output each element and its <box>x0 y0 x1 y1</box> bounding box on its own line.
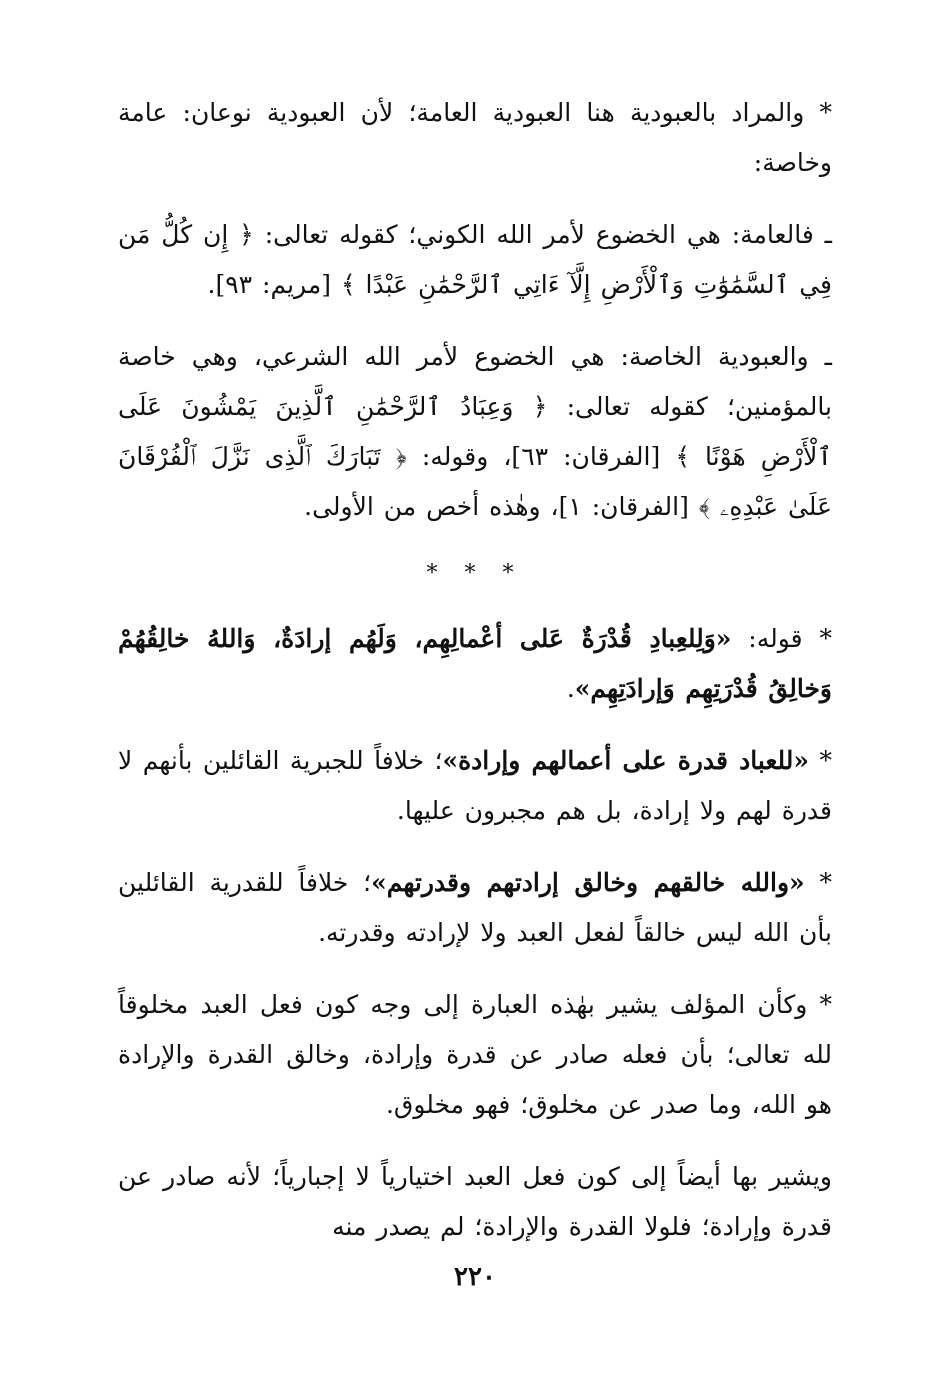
page-number: ٢٢٠ <box>454 1262 496 1292</box>
paragraph-text: * وكأن المؤلف يشير بهٰذه العبارة إلى وجه كون فعل العبد مخلوقاً لله تعالى؛ بأن فعله صادر عن قدرة وإرادة، وخالق القدرة والإرادة هو الله، وما صدر عن مخلوق؛ فهو مخلوق. <box>118 990 832 1119</box>
paragraph-text: ـ فالعامة: هي الخضوع لأمر الله الكوني؛ كقوله تعالى: <box>253 220 832 249</box>
paragraph-text: ؛ خلافاً للقدرية القائلين بأن الله ليس خالقاً لفعل العبد ولا لإرادته وقدرته. <box>118 868 832 947</box>
quran-verse: ﴿ تَبَارَكَ ٱلَّذِى نَزَّلَ ٱلْفُرْقَانَ عَلَىٰ عَبْدِهِۦ ﴾ <box>118 442 832 521</box>
quran-verse: ﴿ وَعِبَادُ ٱلرَّحْمَٰنِ ٱلَّذِينَ يَمْشُونَ عَلَى ٱلْأَرْضِ هَوْنًا ﴾ <box>118 392 832 471</box>
paragraph-quoted-statement <box>118 614 832 714</box>
quoted-text: «للعباد قدرة على أعمالهم وإرادة» <box>442 746 810 775</box>
paragraph-text: ؛ خلافاً للجبرية القائلين بأنهم لا قدرة لهم ولا إرادة، بل هم مجبرون عليها. <box>118 746 832 825</box>
verse-reference: [مريم: ٩٣]. <box>207 270 341 299</box>
paragraph-text: . <box>566 674 575 703</box>
paragraph-author-intent <box>118 980 832 1130</box>
paragraph-qadariya <box>118 858 832 958</box>
paragraph-text: ـ والعبودية الخاصة: هي الخضوع لأمر الله الشرعي، وهي خاصة بالمؤمنين؛ كقوله تعالى: <box>118 342 832 421</box>
quoted-text: «والله خالقهم وخالق إرادتهم وقدرتهم» <box>371 868 805 897</box>
paragraph-special-servitude <box>118 332 832 532</box>
paragraph-text: * <box>804 868 832 897</box>
paragraph-general-servitude <box>118 210 832 310</box>
paragraph-text: * والمراد بالعبودية هنا العبودية العامة؛ لأن العبودية نوعان: عامة وخاصة: <box>118 98 832 177</box>
quoted-text: «وَلِلعِبادِ قُدْرَةٌ عَلى أعْمالِهِم، وَلَهُم إرادَةٌ، وَاللهُ خالِقُهُمْ وَخالِقُ قُدْرَتِهِم وَإرادَتِهِم» <box>118 624 832 703</box>
paragraph-jabriya <box>118 736 832 836</box>
paragraph-servitude-types <box>118 88 832 188</box>
paragraph-text: * <box>809 746 832 775</box>
paragraph-text: * قوله: <box>731 624 832 653</box>
verse-reference: [الفرقان: ١]، وهٰذه أخص من الأولى. <box>304 492 699 521</box>
verse-reference: [الفرقان: ٦٣]، وقوله: <box>406 442 676 471</box>
paragraph-text: ويشير بها أيضاً إلى كون فعل العبد اختيارياً لا إجبارياً؛ لأنه صادر عن قدرة وإرادة؛ فلولا القدرة والإرادة؛ لم يصدر منه <box>118 1162 832 1241</box>
section-divider: * * * <box>426 561 524 586</box>
paragraph-voluntary-action <box>118 1152 832 1252</box>
quran-verse: ﴿ إِن كُلُّ مَن فِي ٱلسَّمَٰوَٰتِ وَٱلْأَرْضِ إِلَّآ ءَاتِي ٱلرَّحْمَٰنِ عَبْدًا ﴾ <box>118 220 832 299</box>
